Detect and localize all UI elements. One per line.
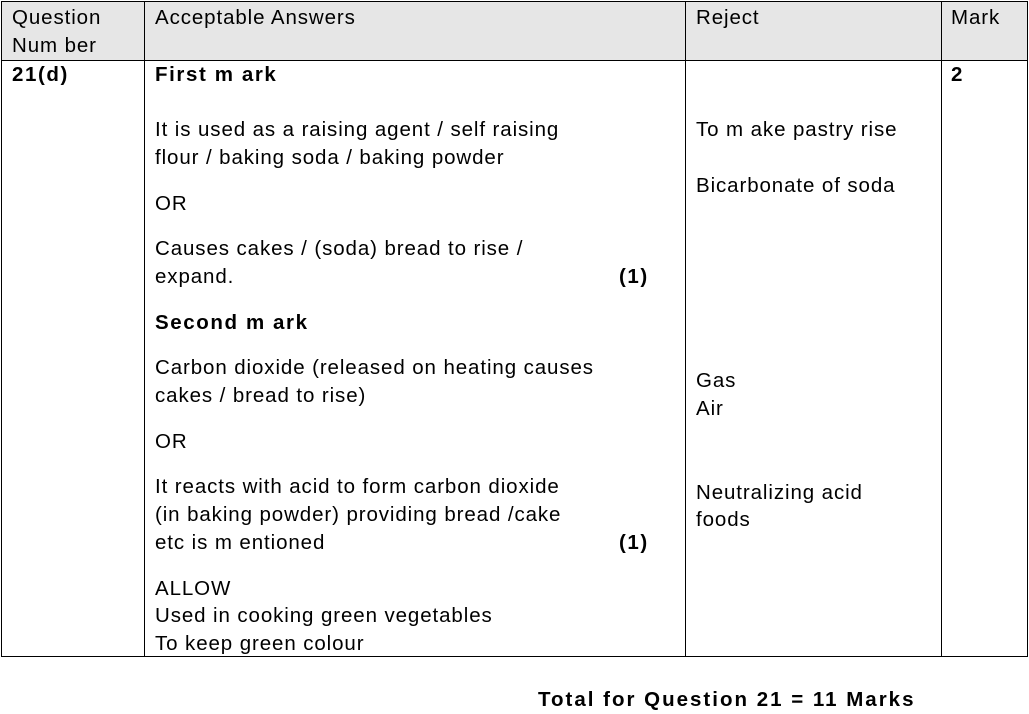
reject-text: Gas	[696, 369, 737, 392]
reject-text: Neutralizing acid	[696, 481, 863, 504]
answer-text: flour / baking soda / baking powder	[155, 146, 505, 169]
answer-text: Causes cakes / (soda) bread to rise /	[155, 237, 524, 260]
reject-text: foods	[696, 508, 751, 531]
reject-text: Air	[696, 397, 724, 420]
column-divider	[941, 2, 942, 656]
reject-text: Bicarbonate of soda	[696, 174, 896, 197]
or-separator: OR	[155, 192, 188, 215]
header-question-number: Question	[12, 6, 102, 29]
answer-text: Carbon dioxide (released on heating causes	[155, 356, 594, 379]
answer-text: etc is m entioned	[155, 531, 326, 554]
mark-value: 2	[951, 63, 965, 86]
question-total: Total for Question 21 = 11 Marks	[538, 688, 916, 711]
allow-heading: ALLOW	[155, 577, 232, 600]
answer-text: (in baking powder) providing bread /cake	[155, 503, 562, 526]
answer-text: expand.	[155, 265, 235, 288]
answer-text: cakes / bread to rise)	[155, 384, 367, 407]
answer-text: To keep green colour	[155, 632, 365, 655]
column-divider	[685, 2, 686, 656]
mark-tag: (1)	[619, 265, 649, 288]
question-number: 21(d)	[12, 63, 69, 86]
answer-text: Used in cooking green vegetables	[155, 604, 493, 627]
answer-text: It is used as a raising agent / self raising	[155, 118, 560, 141]
header-question-number-line2: Num ber	[12, 34, 97, 57]
or-separator: OR	[155, 430, 188, 453]
header-mark: Mark	[951, 6, 1001, 29]
column-divider	[144, 2, 145, 656]
answer-text: It reacts with acid to form carbon dioxide	[155, 475, 560, 498]
header-acceptable-answers: Acceptable Answers	[155, 6, 356, 29]
mark-tag: (1)	[619, 531, 649, 554]
first-mark-heading: First m ark	[155, 63, 278, 86]
header-reject: Reject	[696, 6, 760, 29]
reject-text: To m ake pastry rise	[696, 118, 898, 141]
second-mark-heading: Second m ark	[155, 311, 309, 334]
